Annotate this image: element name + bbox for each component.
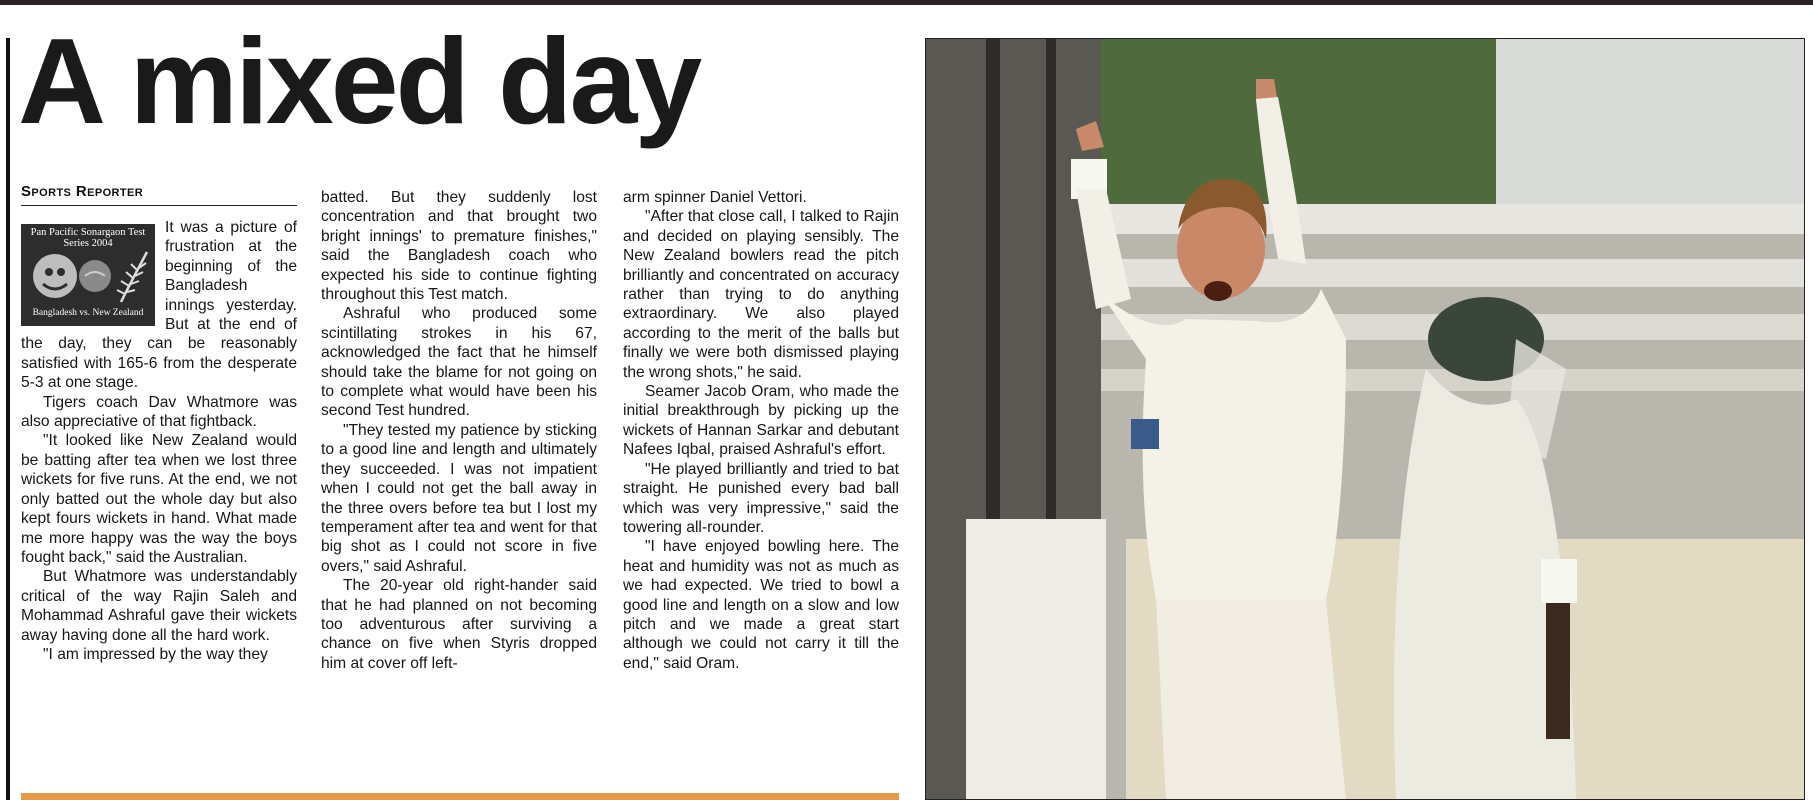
byline: Sports Reporter xyxy=(21,183,297,206)
top-rule xyxy=(0,0,1813,5)
headline: A mixed day xyxy=(18,13,700,149)
paragraph: arm spinner Daniel Vettori. xyxy=(623,189,807,206)
paragraph: Tigers coach Dav Whatmore was also appreciative of that fightback. xyxy=(21,393,297,431)
series-logo-subtitle: Bangladesh vs. New Zealand xyxy=(32,307,144,318)
article-column-1 xyxy=(21,218,297,664)
series-logo xyxy=(21,224,155,326)
paragraph: But Whatmore was understandably critical of the way Rajin Saleh and Mohammad Ashraful gave their wickets away having done all the hard work. xyxy=(21,568,297,644)
paragraph: It was a picture of frustration at the beginning of the Bangladesh innings yesterday. But at the end of the day, they can be reasonably satisfied with 165-6 from the desperate 5-3 at one stage. xyxy=(21,219,297,392)
tiger-fern-emblem-icon xyxy=(25,248,151,304)
paragraph: Ashraful who produced some scintillating strokes in his 67, acknowledged the fact that he himself should take the blame for not going on to complete what would have been his second Test hundred. xyxy=(321,305,597,420)
cricket-celebration-photo xyxy=(925,38,1805,800)
paragraph: "They tested my patience by sticking to a good line and length and ultimately they succeeded. I was not impatient when I could not get the ball away in the three overs before tea but I lost my temperament after tea and went for that big shot as I could not score in five overs," said Ashraful. xyxy=(321,421,597,575)
article-column-3 xyxy=(623,188,899,673)
photo-illustration xyxy=(926,39,1805,800)
article-column-2 xyxy=(321,188,597,673)
paragraph: batted. But they suddenly lost concentration and that brought two bright innings' to premature finishes," said the Bangladesh coach who expected his side to continue fighting throughout this Test match. xyxy=(321,189,597,304)
paragraph: The 20-year old right-hander said that he had planned on not becoming too adventurous after surviving a chance on five when Styris dropped him at cover off left- xyxy=(321,577,597,672)
paragraph: "After that close call, I talked to Rajin and decided on playing sensibly. The New Zealand bowlers read the pitch brilliantly and concentrated on accuracy rather than trying to do anything extraordinary. We also played according to the merit of the balls but finally we were both dismissed playing the wrong shots," he said. xyxy=(623,208,899,381)
left-rule xyxy=(6,38,10,800)
paragraph: Seamer Jacob Oram, who made the initial breakthrough by picking up the wickets of Hannan Sarkar and debutant Nafees Iqbal, praised Ashraful's effort. xyxy=(623,383,899,459)
orange-footer-bar xyxy=(21,793,899,800)
series-logo-title: Pan Pacific Sonargaon Test Series 2004 xyxy=(30,227,146,249)
paragraph: "I am impressed by the way they xyxy=(43,645,268,663)
paragraph: "It looked like New Zealand would be batting after tea when we lost three wickets for five runs. At the end, we not only batted out the whole day but also kept fours wickets in hand. What made me more happy was the way the boys fought back," said the Australian. xyxy=(21,432,297,566)
paragraph: "He played brilliantly and tried to bat straight. He punished every bad ball which was very impressive," said the towering all-rounder. xyxy=(623,460,899,536)
paragraph: "I have enjoyed bowling here. The heat and humidity was not as much as we had expected. We tried to bowl a good line and length on a slow and low pitch and we made a great start although we could not carry it till the end," said Oram. xyxy=(623,538,899,672)
